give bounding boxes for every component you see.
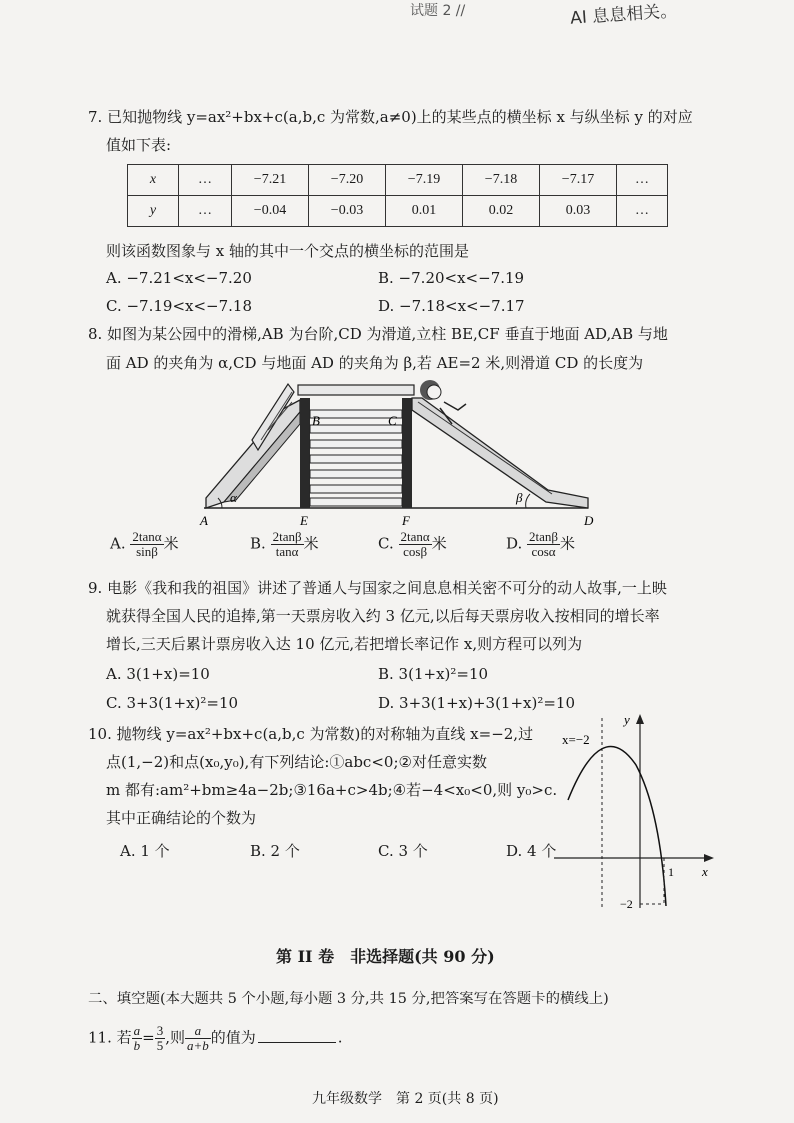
frac-den: a+b	[186, 1038, 209, 1053]
q7-option-c: C. −7.19<x<−7.18	[106, 297, 253, 315]
q7-option-a: A. −7.21<x<−7.20	[106, 269, 252, 287]
label-d: D	[584, 513, 594, 528]
answer-blank[interactable]	[258, 1026, 336, 1043]
q10-option-c: C. 3 个	[378, 842, 428, 860]
option-unit: 米	[163, 534, 179, 553]
option-letter: C.	[378, 534, 394, 553]
q10-line4: 其中正确结论的个数为	[106, 809, 257, 827]
frac-num: 3	[156, 1023, 164, 1038]
q8-line1: 8. 如图为某公园中的滑梯,AB 为台阶,CD 为滑道,立柱 BE,CF 垂直于地面 AD,AB 与地	[88, 325, 668, 343]
q9-option-b: B. 3(1+x)²=10	[378, 665, 489, 683]
q8-option-d	[506, 530, 575, 559]
frac-den: cosβ	[403, 544, 428, 559]
q8-option-c	[378, 530, 447, 559]
fill-heading: 二、填空题(本大题共 5 个小题,每小题 3 分,共 15 分,把答案写在答题卡的横线上)	[88, 991, 609, 1007]
q7-option-d: D. −7.18<x<−7.17	[378, 297, 525, 315]
q7-line1: 7. 已知抛物线 y=ax²+bx+c(a,b,c 为常数,a≠0)上的某些点的横坐标 x 与纵坐标 y 的对应	[88, 108, 693, 126]
option-letter: D.	[506, 534, 523, 553]
q7-stem: 则该函数图象与 x 轴的其中一个交点的横坐标的范围是	[106, 242, 469, 260]
q10-option-a: A. 1 个	[120, 842, 170, 860]
table-cell: x	[128, 165, 179, 196]
option-unit: 米	[560, 534, 576, 553]
q8-line2: 面 AD 的夹角为 α,CD 与地面 AD 的夹角为 β,若 AE=2 米,则滑道 CD 的长度为	[106, 354, 644, 372]
page-footer: 九年级数学 第 2 页(共 8 页)	[312, 1091, 499, 1107]
option-unit: 米	[431, 534, 447, 553]
frac-den: cosα	[531, 544, 556, 559]
slide-figure	[196, 380, 596, 530]
frac-num: 2tanβ	[529, 529, 559, 544]
option-letter: A.	[110, 534, 126, 553]
q7-value-table	[127, 164, 668, 227]
label-alpha: α	[230, 490, 237, 505]
table-row-x	[128, 165, 668, 196]
top-header-right: AI 息息相关。	[569, 1, 678, 29]
q7-option-b: B. −7.20<x<−7.19	[378, 269, 525, 287]
q9-option-d: D. 3+3(1+x)+3(1+x)²=10	[378, 694, 576, 712]
q9-option-c: C. 3+3(1+x)²=10	[106, 694, 239, 712]
q9-line2: 就获得全国人民的追捧,第一天票房收入约 3 亿元,以后每天票房收入按相同的增长率	[106, 607, 660, 625]
q9-line1: 9. 电影《我和我的祖国》讲述了普通人与国家之间息息相关密不可分的动人故事,一上映	[88, 579, 667, 597]
q9-option-a: A. 3(1+x)=10	[106, 665, 210, 683]
section2-title: 第 II 卷 非选择题(共 90 分)	[276, 947, 495, 966]
table-cell: −7.19	[386, 165, 463, 196]
table-cell: …	[179, 196, 232, 227]
frac-den: tanα	[275, 544, 299, 559]
frac-den: b	[133, 1038, 141, 1053]
y-axis-label: y	[624, 712, 630, 727]
q8-option-a	[110, 530, 179, 559]
q11-prefix: 11. 若	[88, 1028, 132, 1047]
q10-line2: 点(1,−2)和点(x₀,y₀),有下列结论:①abc<0;②对任意实数	[106, 753, 487, 771]
frac-den: 5	[156, 1038, 164, 1053]
frac-num: 2tanα	[400, 529, 430, 544]
table-cell: −0.03	[309, 196, 386, 227]
parabola-graph	[548, 710, 720, 915]
table-cell: …	[617, 196, 668, 227]
table-cell: −7.21	[232, 165, 309, 196]
option-unit: 米	[303, 534, 319, 553]
table-cell: −7.20	[309, 165, 386, 196]
q11-mid: ,则	[165, 1028, 185, 1047]
table-cell: 0.03	[540, 196, 617, 227]
table-cell: −0.04	[232, 196, 309, 227]
q10-option-d: D. 4 个	[506, 842, 557, 860]
q10-option-b: B. 2 个	[250, 842, 300, 860]
symmetry-axis-label: x=−2	[562, 732, 590, 747]
q9-line3: 增长,三天后累计票房收入达 10 亿元,若把增长率记作 x,则方程可以列为	[106, 635, 583, 653]
q10-line1: 10. 抛物线 y=ax²+bx+c(a,b,c 为常数)的对称轴为直线 x=−2,过	[88, 725, 534, 743]
frac-den: sinβ	[136, 544, 158, 559]
label-a: A	[200, 513, 208, 528]
q11-eq: =	[142, 1028, 155, 1047]
label-beta: β	[516, 490, 523, 505]
tick-minus-two-label: −2	[620, 897, 633, 911]
q11	[88, 1024, 343, 1053]
frac-num: 2tanα	[132, 529, 162, 544]
top-header-left: 试题 2 //	[410, 3, 466, 19]
q8-option-b	[250, 530, 319, 559]
label-f: F	[402, 513, 410, 528]
table-cell: 0.01	[386, 196, 463, 227]
label-e: E	[300, 513, 308, 528]
frac-num: a	[185, 1024, 211, 1039]
table-cell: 0.02	[463, 196, 540, 227]
table-cell: …	[617, 165, 668, 196]
table-cell: …	[179, 165, 232, 196]
q11-end: .	[337, 1028, 343, 1047]
table-cell: y	[128, 196, 179, 227]
x-axis-label: x	[702, 864, 708, 879]
table-row-y	[128, 196, 668, 227]
frac-num: a	[133, 1023, 141, 1038]
q11-suffix: 的值为	[210, 1028, 256, 1047]
label-b: B	[312, 413, 320, 428]
table-cell: −7.17	[540, 165, 617, 196]
table-cell: −7.18	[463, 165, 540, 196]
frac-num: 2tanβ	[272, 529, 302, 544]
option-letter: B.	[250, 534, 266, 553]
q10-line3: m 都有:am²+bm≥4a−2b;③16a+c>4b;④若−4<x₀<0,则 y₀>c.	[106, 781, 558, 799]
tick-one-label: 1	[668, 865, 674, 879]
label-c: C	[388, 413, 397, 428]
q7-line2: 值如下表:	[106, 136, 172, 154]
